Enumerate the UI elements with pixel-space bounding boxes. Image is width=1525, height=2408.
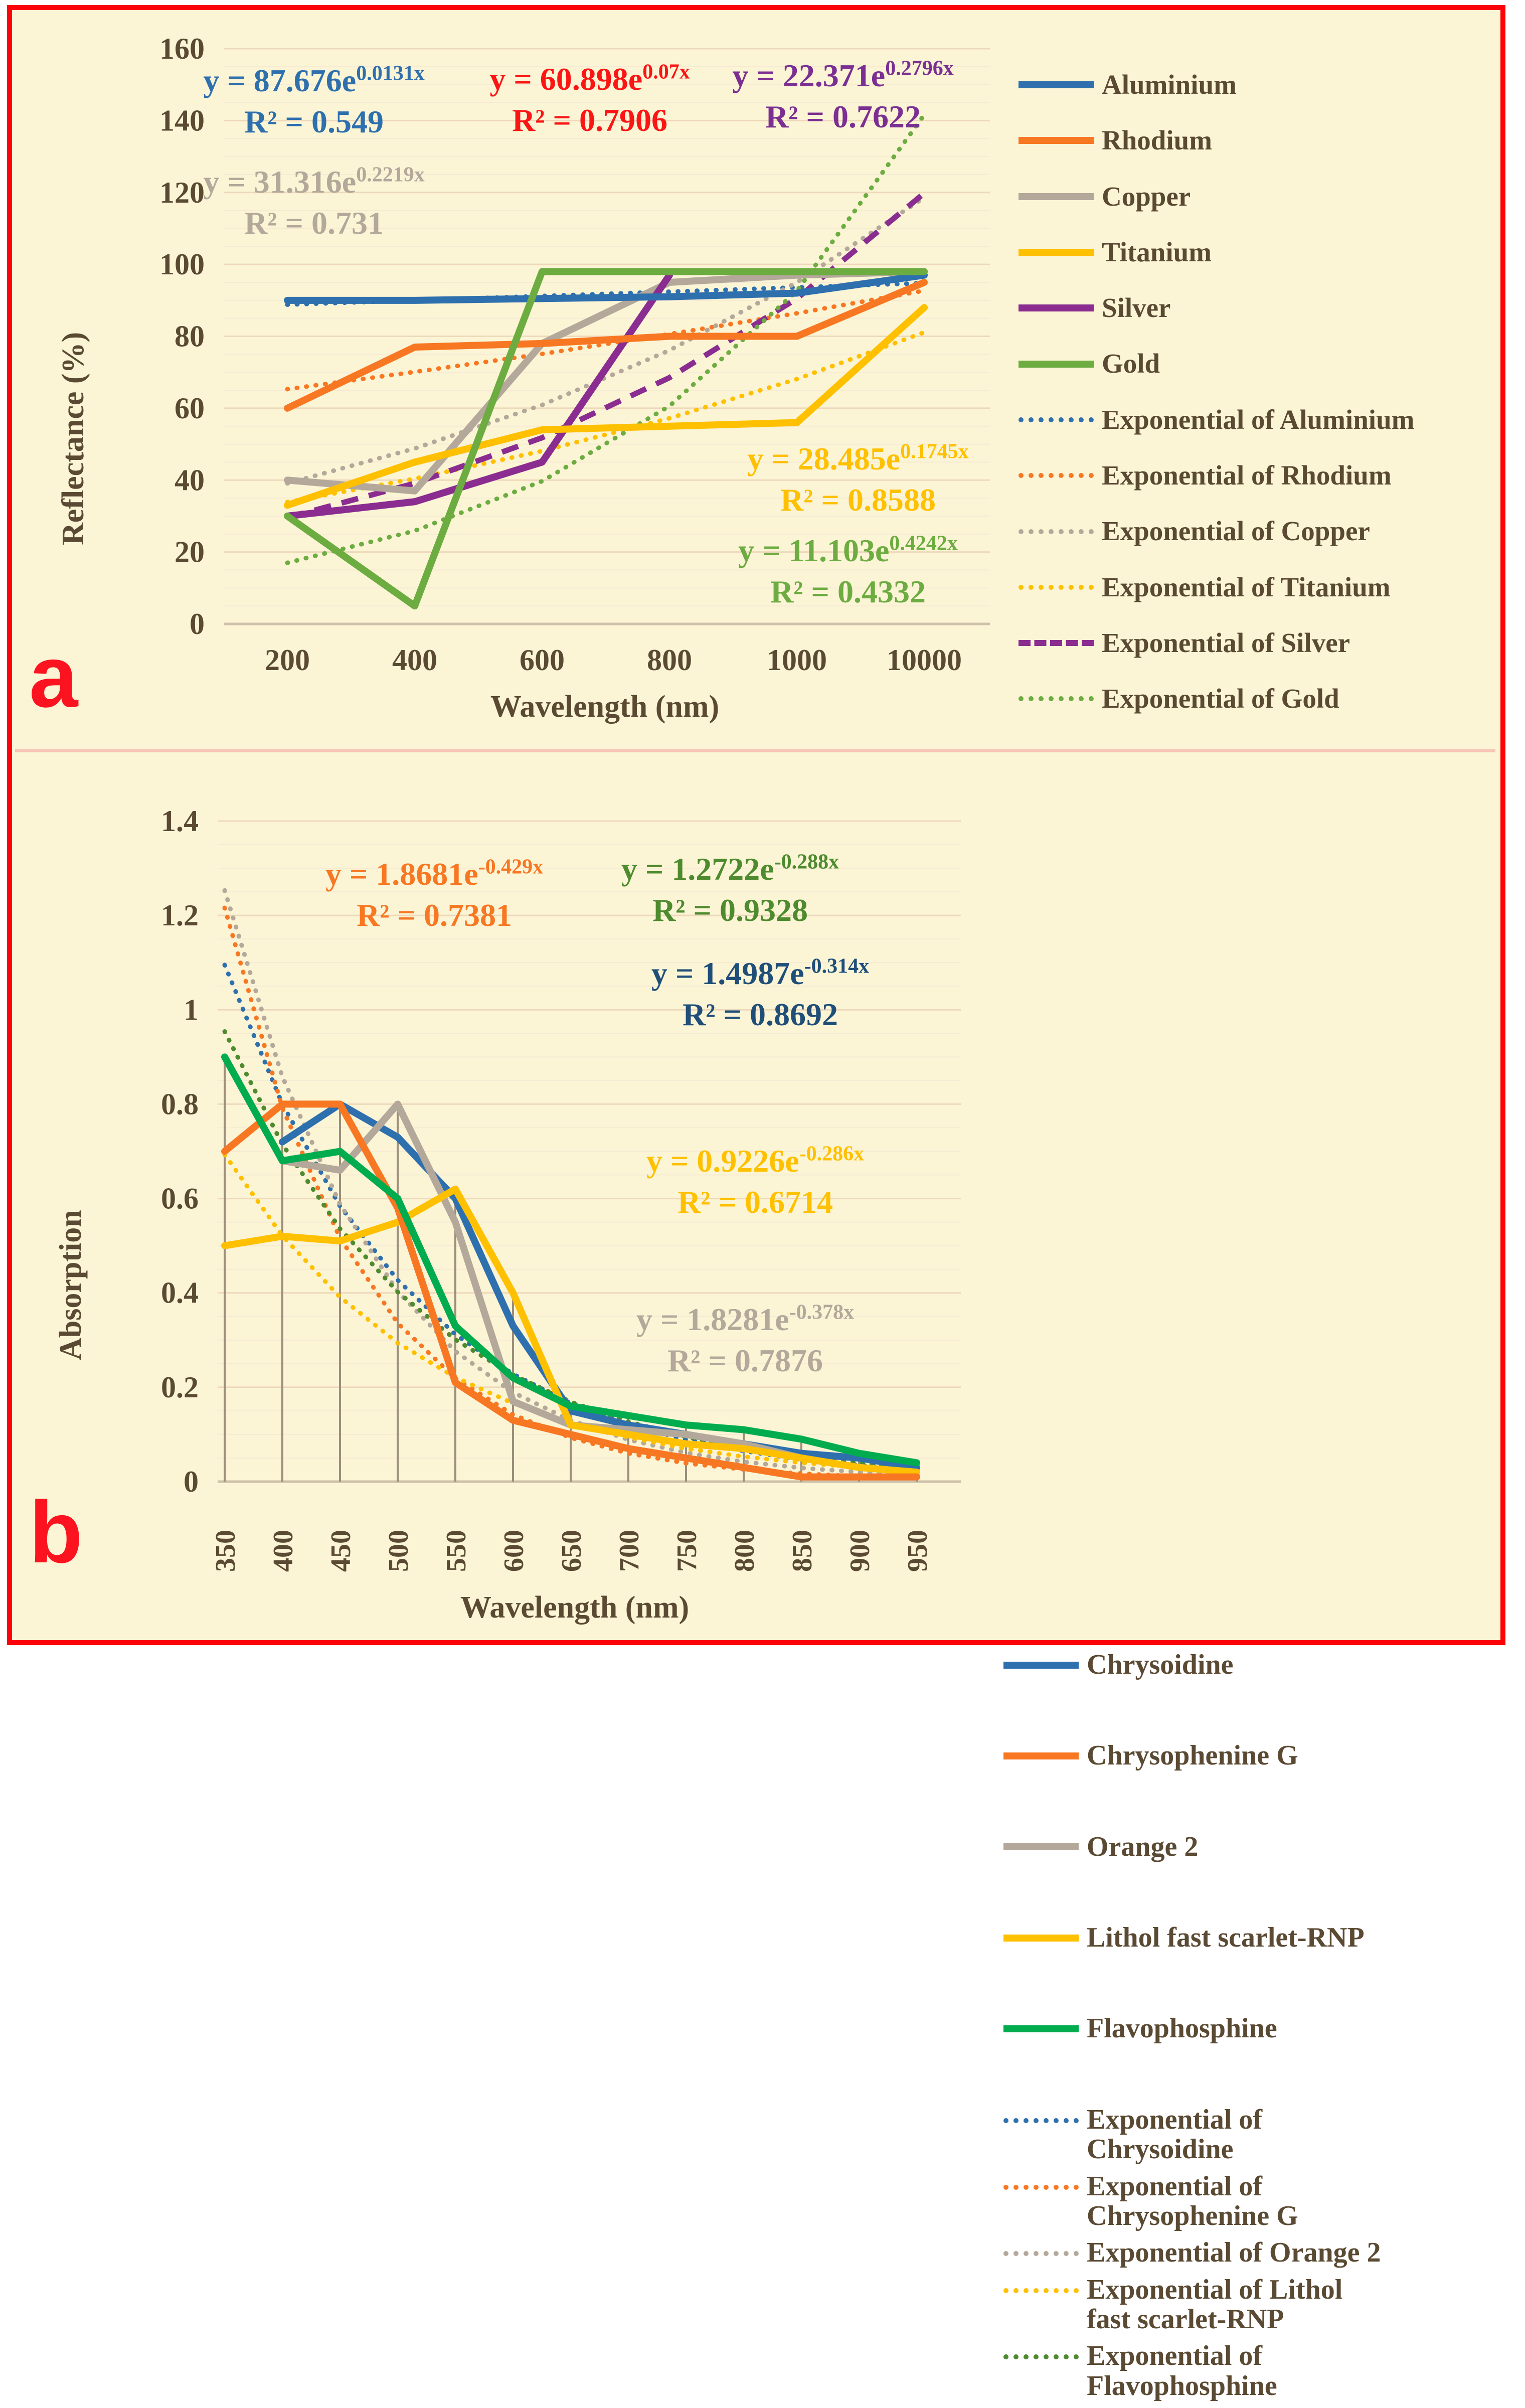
legend-item-exponential-of-flavophosphine [1003, 2341, 1525, 2401]
legend-label: Exponential of Silver [1102, 627, 1350, 658]
x-tick-label: 800 [647, 644, 692, 677]
legend-label: Copper [1102, 181, 1191, 212]
legend-item-exponential-of-silver [1019, 628, 1520, 658]
y-tick-label: 160 [159, 32, 205, 65]
legend-swatch [1019, 473, 1094, 478]
legend-item-exponential-of-lithol-fast-scarlet-rnp [1003, 2275, 1525, 2335]
legend-swatch [1003, 1935, 1079, 1942]
y-tick-label: 0.2 [161, 1370, 199, 1404]
legend-label: Exponential of Chrysophenine G [1087, 2170, 1298, 2231]
y-tick-label: 1.4 [161, 805, 199, 838]
x-tick-label: 550 [441, 1530, 472, 1572]
x-axis-title-b: Wavelength (nm) [460, 1590, 690, 1625]
legend-item-exponential-of-rhodium [1019, 461, 1520, 490]
legend-label: Exponential of Chrysoidine [1087, 2104, 1263, 2165]
legend-swatch [1003, 1662, 1079, 1669]
x-tick-label: 450 [325, 1530, 357, 1572]
legend-swatch [1003, 2288, 1079, 2293]
legend-swatch [1019, 304, 1094, 311]
equation-annotation: $y = 22.371e^{0.2796x}$ R² = 0.7622 [732, 57, 954, 134]
x-tick-label: 850 [787, 1530, 818, 1572]
y-tick-label: 0.4 [161, 1276, 199, 1310]
legend-label: Exponential of Flavophosphine [1087, 2340, 1277, 2401]
series-aluminium [287, 275, 924, 300]
legend-swatch [1003, 1843, 1079, 1850]
legend-item-chrysoidine [1003, 1650, 1525, 1680]
x-tick-label: 500 [383, 1530, 414, 1572]
legend-item-exponential-of-chrysophenine-g [1003, 2172, 1525, 2231]
legend-item-chrysophenine-g [1003, 1741, 1525, 1771]
legend-swatch [1003, 2025, 1079, 2032]
y-axis-title-b: Absorption [54, 1210, 88, 1360]
x-tick-label: 700 [614, 1530, 645, 1572]
legend-item-exponential-of-gold [1019, 684, 1520, 713]
equation-annotation: $y = 1.4987e^{-0.314x}$ R² = 0.8692 [651, 954, 870, 1032]
legend-label: Flavophosphine [1087, 2013, 1277, 2044]
legend-swatch [1019, 417, 1094, 422]
legend-item-flavophosphine [1003, 2014, 1525, 2043]
legend-label: Chrysophenine G [1087, 1740, 1298, 1772]
legend-item-rhodium [1019, 126, 1520, 155]
legend-swatch [1003, 2354, 1079, 2359]
legend-swatch [1019, 361, 1094, 368]
legend-b [1003, 1650, 1525, 2408]
x-tick-label: 950 [902, 1530, 933, 1572]
legend-swatch [1003, 2185, 1079, 2190]
equation-annotation: $y = 31.316e^{0.2219x}$ R² = 0.731 [203, 163, 425, 241]
x-tick-label: 600 [520, 644, 565, 677]
legend-item-aluminium [1019, 70, 1520, 99]
equation-annotation: $y = 0.9226e^{-0.286x}$ R² = 0.6714 [646, 1142, 865, 1220]
x-axis-title-a: Wavelength (nm) [490, 690, 720, 724]
series-exponential-of-chrysoidine [225, 965, 917, 1470]
series-exponential-of-silver [287, 193, 924, 518]
legend-item-titanium [1019, 238, 1520, 267]
legend-label: Exponential of Rhodium [1102, 460, 1392, 491]
legend-label: Silver [1102, 292, 1171, 324]
legend-swatch [1019, 696, 1094, 701]
x-tick-label: 800 [729, 1530, 760, 1572]
equation-annotation: $y = 1.2722e^{-0.288x}$ R² = 0.9328 [621, 850, 839, 928]
panel-a-letter: a [29, 628, 78, 726]
y-tick-label: 60 [175, 391, 205, 425]
x-tick-label: 200 [265, 644, 310, 677]
legend-swatch [1019, 81, 1094, 88]
legend-label: Titanium [1102, 236, 1212, 267]
legend-swatch [1003, 2118, 1079, 2123]
y-tick-label: 1 [184, 993, 199, 1027]
y-axis-title-a: Reflectance (%) [56, 332, 90, 545]
legend-item-copper [1019, 182, 1520, 211]
y-tick-label: 20 [175, 535, 205, 569]
legend-swatch [1019, 193, 1094, 200]
equation-annotation: $y = 28.485e^{0.1745x}$ R² = 0.8588 [747, 440, 969, 518]
equation-annotation: $y = 87.676e^{0.0131x}$ R² = 0.549 [203, 62, 425, 139]
legend-label: Orange 2 [1087, 1831, 1199, 1862]
panel-b-letter: b [29, 1484, 83, 1581]
legend-label: Exponential of Titanium [1102, 571, 1391, 602]
legend-swatch [1019, 585, 1094, 590]
y-tick-label: 0 [184, 1465, 199, 1498]
x-tick-label: 350 [210, 1530, 241, 1572]
equation-annotation: $y = 1.8681e^{-0.429x}$ R² = 0.7381 [325, 855, 544, 933]
legend-item-exponential-of-chrysoidine [1003, 2105, 1525, 2165]
legend-label: Gold [1102, 348, 1160, 379]
x-tick-label: 1000 [767, 644, 827, 677]
x-tick-label: 400 [268, 1530, 299, 1572]
y-tick-label: 120 [159, 176, 205, 209]
y-tick-label: 0.6 [161, 1182, 199, 1215]
legend-item-exponential-of-copper [1019, 517, 1520, 546]
legend-item-orange-2 [1003, 1832, 1525, 1862]
legend-label: Aluminium [1102, 69, 1237, 100]
panel-divider [15, 749, 1495, 752]
y-tick-label: 0.8 [161, 1087, 199, 1121]
y-tick-label: 0 [190, 607, 205, 640]
legend-label: Lithol fast scarlet-RNP [1087, 1922, 1365, 1954]
x-tick-label: 650 [556, 1530, 587, 1572]
legend-label: Exponential of Aluminium [1102, 404, 1415, 435]
y-tick-label: 80 [175, 319, 205, 353]
legend-item-gold [1019, 349, 1520, 378]
y-tick-label: 100 [159, 248, 205, 281]
y-tick-label: 1.2 [161, 899, 199, 932]
legend-a [1019, 70, 1520, 740]
equation-annotation: $y = 1.8281e^{-0.378x}$ R² = 0.7876 [636, 1301, 855, 1378]
legend-item-lithol-fast-scarlet-rnp [1003, 1923, 1525, 1953]
x-tick-label: 10000 [887, 644, 962, 677]
absorption-chart [13, 753, 1499, 1641]
panel-a [13, 11, 1499, 749]
legend-label: Exponential of Copper [1102, 516, 1370, 547]
legend-label: Rhodium [1102, 125, 1213, 156]
x-tick-label: 750 [671, 1530, 703, 1572]
legend-label: Chrysoidine [1087, 1649, 1234, 1680]
legend-item-exponential-of-titanium [1019, 573, 1520, 602]
x-tick-label: 600 [498, 1530, 530, 1572]
legend-swatch [1003, 2251, 1079, 2256]
equation-annotation: $y = 11.103e^{0.4242x}$ R² = 0.4332 [738, 532, 958, 609]
equation-annotation: $y = 60.898e^{0.07x}$ R² = 0.7906 [489, 60, 690, 138]
panel-b [13, 753, 1499, 2401]
y-tick-label: 40 [175, 463, 205, 497]
legend-swatch [1003, 1752, 1079, 1759]
legend-label: Exponential of Orange 2 [1087, 2237, 1381, 2269]
legend-label: Exponential of Gold [1102, 683, 1339, 714]
y-tick-label: 140 [159, 104, 205, 137]
legend-swatch [1019, 249, 1094, 256]
legend-item-exponential-of-orange-2 [1003, 2238, 1525, 2268]
legend-item-silver [1019, 293, 1520, 323]
legend-swatch [1019, 529, 1094, 534]
x-tick-label: 900 [844, 1530, 876, 1572]
series-exponential-of-chrysophenine-g [225, 908, 917, 1478]
x-tick-label: 400 [392, 644, 437, 677]
grid-a [224, 49, 990, 624]
legend-label: Exponential of Lithol fast scarlet-RNP [1087, 2274, 1343, 2335]
series-exponential-of-flavophosphine [225, 1032, 917, 1468]
legend-item-exponential-of-aluminium [1019, 405, 1520, 434]
series-copper [287, 271, 924, 491]
legend-swatch [1019, 640, 1094, 646]
series-flavophosphine [225, 1057, 917, 1463]
legend-swatch [1019, 137, 1094, 144]
